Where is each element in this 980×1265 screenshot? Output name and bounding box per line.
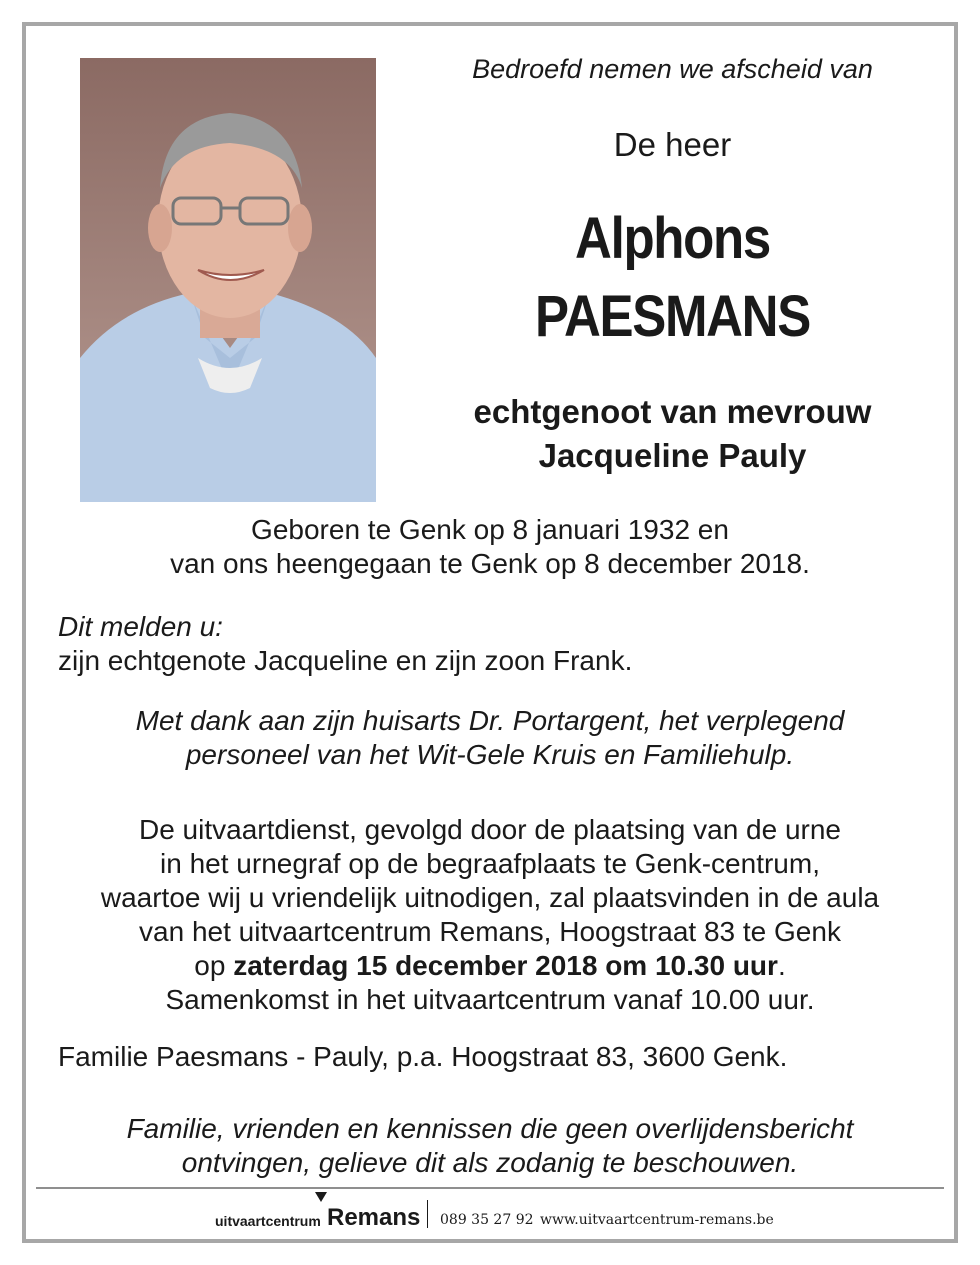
announcers-text: zijn echtgenote Jacqueline en zijn zoon Frank. <box>58 645 633 676</box>
service-line-1: De uitvaartdienst, gevolgd door de plaatsing van de urne <box>138 814 842 845</box>
thanks-block <box>40 704 940 772</box>
service-line-6: Samenkomst in het uitvaartcentrum vanaf 10.00 uur. <box>165 984 815 1015</box>
deceased-last-name: PAESMANS <box>535 284 810 349</box>
thanks-line-2: personeel van het Wit-Gele Kruis en Familiehulp. <box>185 739 795 770</box>
footer-website[interactable]: www.uitvaartcentrum-remans.be <box>540 1212 774 1228</box>
service-block <box>40 813 940 1017</box>
service-date: zaterdag 15 december 2018 om 10.30 uur <box>233 950 778 981</box>
closing-line-1: Familie, vrienden en kennissen die geen overlijdensbericht <box>126 1113 854 1144</box>
deceased-first-name: Alphons <box>575 206 770 271</box>
portrait-photo <box>80 58 376 502</box>
birth-line: Geboren te Genk op 8 januari 1932 en <box>251 514 729 545</box>
footer-phone: 089 35 27 92 <box>440 1212 534 1228</box>
spouse-line-1: echtgenoot van mevrouw <box>473 393 872 430</box>
logo-small-text: uitvaartcentrum <box>215 1213 321 1229</box>
service-line-5 <box>40 949 940 983</box>
service-line-2: in het urnegraf op de begraafplaats te Genk-centrum, <box>160 848 820 879</box>
logo-big-text: Remans <box>327 1204 421 1231</box>
thanks-line-1: Met dank aan zijn huisarts Dr. Portargent, het verplegend <box>135 705 845 736</box>
announcers-block <box>58 610 938 678</box>
service-line-4: van het uitvaartcentrum Remans, Hoogstraat 83 te Genk <box>139 916 841 947</box>
service-date-prefix: op <box>194 950 226 981</box>
service-date-suffix: . <box>777 950 786 981</box>
death-line: van ons heengegaan te Genk op 8 december 2018. <box>170 548 810 579</box>
logo-triangle-icon <box>315 1192 327 1202</box>
family-address: Familie Paesmans - Pauly, p.a. Hoogstraat 83, 3600 Genk. <box>58 1041 788 1072</box>
footer-divider <box>36 1187 944 1189</box>
closing-block <box>40 1112 940 1180</box>
spouse-line-2: Jacqueline Pauly <box>538 437 807 474</box>
closing-line-2: ontvingen, gelieve dit als zodanig te beschouwen. <box>181 1147 799 1178</box>
dates-block <box>40 513 940 581</box>
announcers-heading: Dit melden u: <box>58 611 223 642</box>
logo-separator <box>427 1200 428 1228</box>
service-line-3: waartoe wij u vriendelijk uitnodigen, zal plaatsvinden in de aula <box>100 882 880 913</box>
footer <box>0 1200 980 1236</box>
honorific: De heer <box>613 126 732 163</box>
intro-text: Bedroefd nemen we afscheid van <box>472 54 873 84</box>
